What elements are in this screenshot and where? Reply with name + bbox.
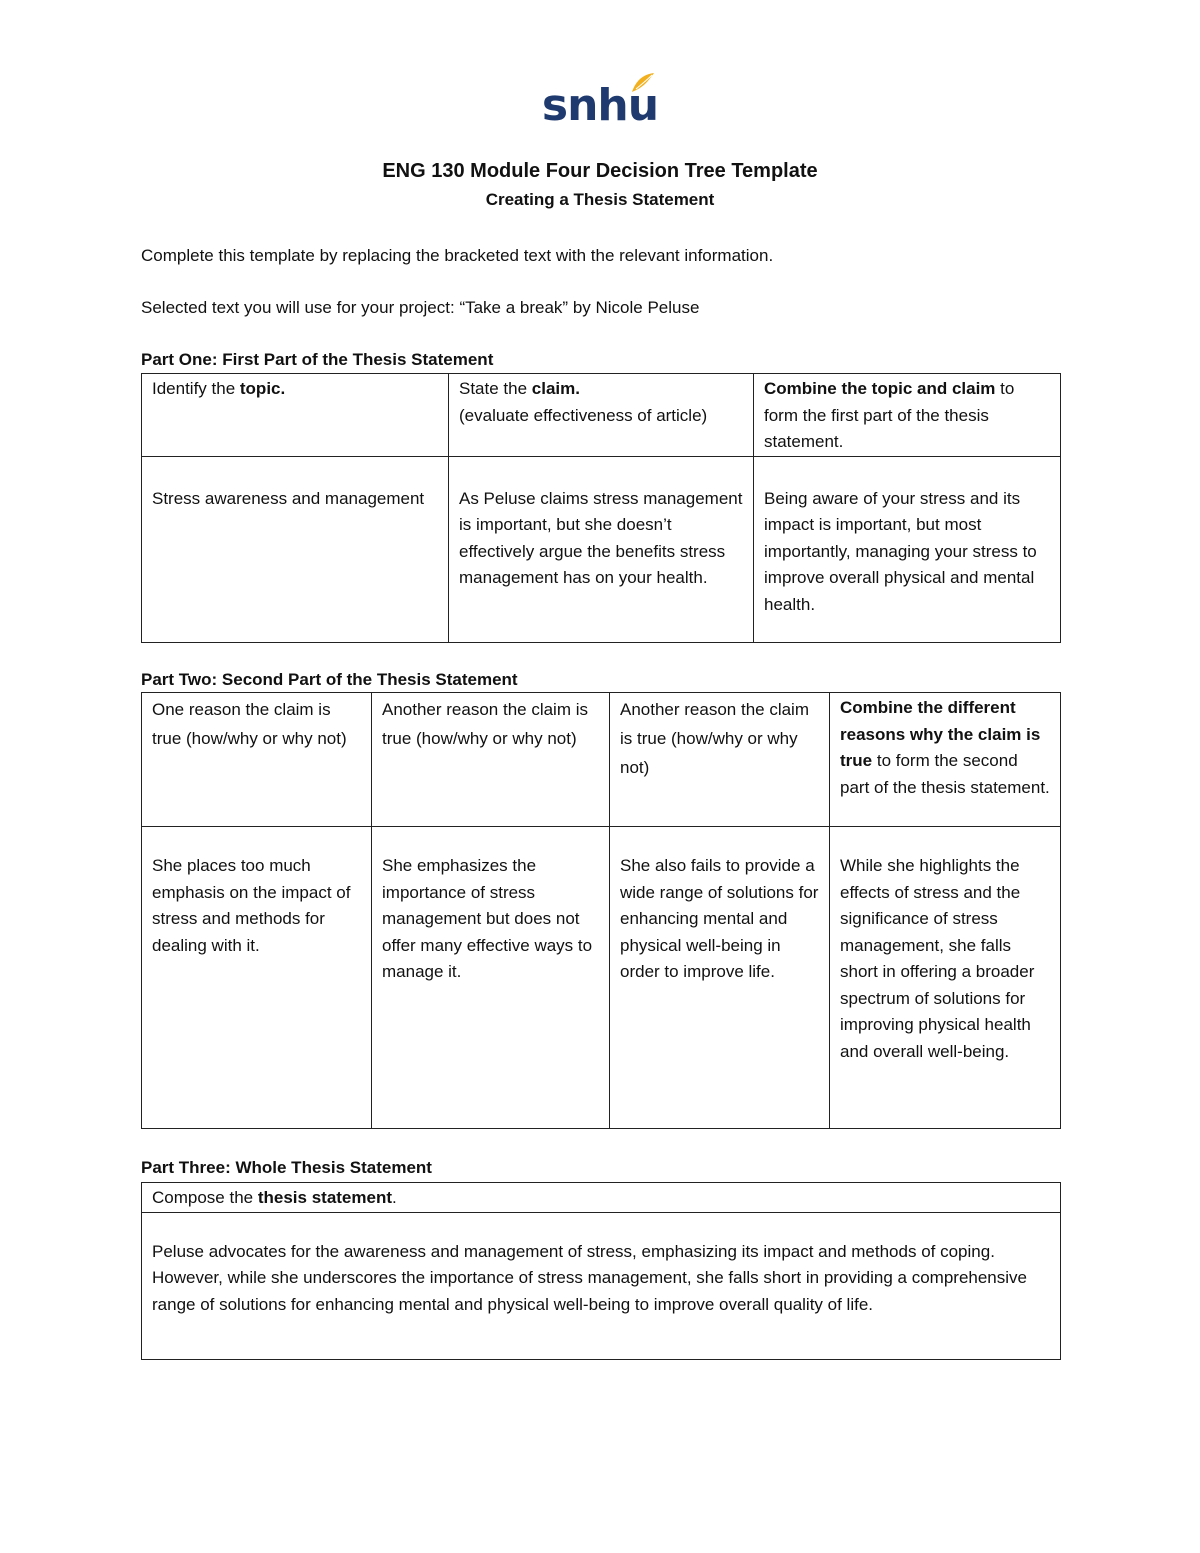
part-three-header: Compose the thesis statement. [142,1183,1061,1213]
part-one-heading: Part One: First Part of the Thesis Statement [141,350,494,369]
part-one-header-topic: Identify the topic. [142,374,449,457]
document-subtitle: Creating a Thesis Statement [485,190,715,209]
part-three-table [141,1182,1061,1360]
document-title: ENG 130 Module Four Decision Tree Template [382,160,818,182]
part-one-claim-cell: As Peluse claims stress management is important, but she doesn’t effectively argue the benefits stress management has on your health. [449,456,754,642]
part-one-topic-cell: Stress awareness and management [142,456,449,642]
part-two-header-combine: Combine the different reasons why the claim is true to form the second part of the thesis statement. [830,693,1061,827]
logo-area [0,72,1200,131]
part-two-header-reason-1: One reason the claim is true (how/why or why not) [142,693,372,827]
instructions-text: Complete this template by replacing the bracketed text with the relevant information. [141,246,774,265]
part-one-table [141,373,1061,643]
part-two-header-reason-3: Another reason the claim is true (how/why or why not) [610,693,830,827]
table-header-row [142,693,1061,827]
table-row [142,827,1061,1129]
part-two-header-reason-2: Another reason the claim is true (how/why or why not) [372,693,610,827]
selected-text-label: Selected text you will use for your project: [141,298,455,317]
part-two-heading: Part Two: Second Part of the Thesis Statement [141,670,518,689]
part-two-table [141,692,1061,1129]
part-three-heading: Part Three: Whole Thesis Statement [141,1158,432,1177]
table-row [142,1212,1061,1359]
selected-text-value: “Take a break” by Nicole Peluse [459,298,700,317]
part-two-reason-1-cell: She places too much emphasis on the impact of stress and methods for dealing with it. [142,827,372,1129]
table-row [142,456,1061,642]
part-two-reason-2-cell: She emphasizes the importance of stress management but does not offer many effective ways to manage it. [372,827,610,1129]
snhu-logo [541,72,659,131]
part-two-combined-cell: While she highlights the effects of stress and the significance of stress management, she falls short in offering a broader spectrum of solutions for improving physical health and overall well-being. [830,827,1061,1129]
logo-text: snhu [541,80,659,131]
part-one-combined-cell: Being aware of your stress and its impact is important, but most importantly, managing your stress to improve overall physical and mental health. [754,456,1061,642]
thesis-statement-cell: Peluse advocates for the awareness and management of stress, emphasizing its impact and methods of coping. However, while she underscores the importance of stress management, she falls short in providing a comprehensive range of solutions for enhancing mental and physical well-being to improve overall quality of life. [142,1212,1061,1359]
leaf-icon [630,72,656,94]
part-one-header-claim: State the claim. (evaluate effectiveness of article) [449,374,754,457]
part-one-header-combine: Combine the topic and claim to form the first part of the thesis statement. [754,374,1061,457]
table-header-row [142,374,1061,457]
claim-note: (evaluate effectiveness of article) [459,405,708,425]
part-two-reason-3-cell: She also fails to provide a wide range of solutions for enhancing mental and physical well-being in order to improve life. [610,827,830,1129]
selected-text-line [141,298,699,318]
table-header-row [142,1183,1061,1213]
